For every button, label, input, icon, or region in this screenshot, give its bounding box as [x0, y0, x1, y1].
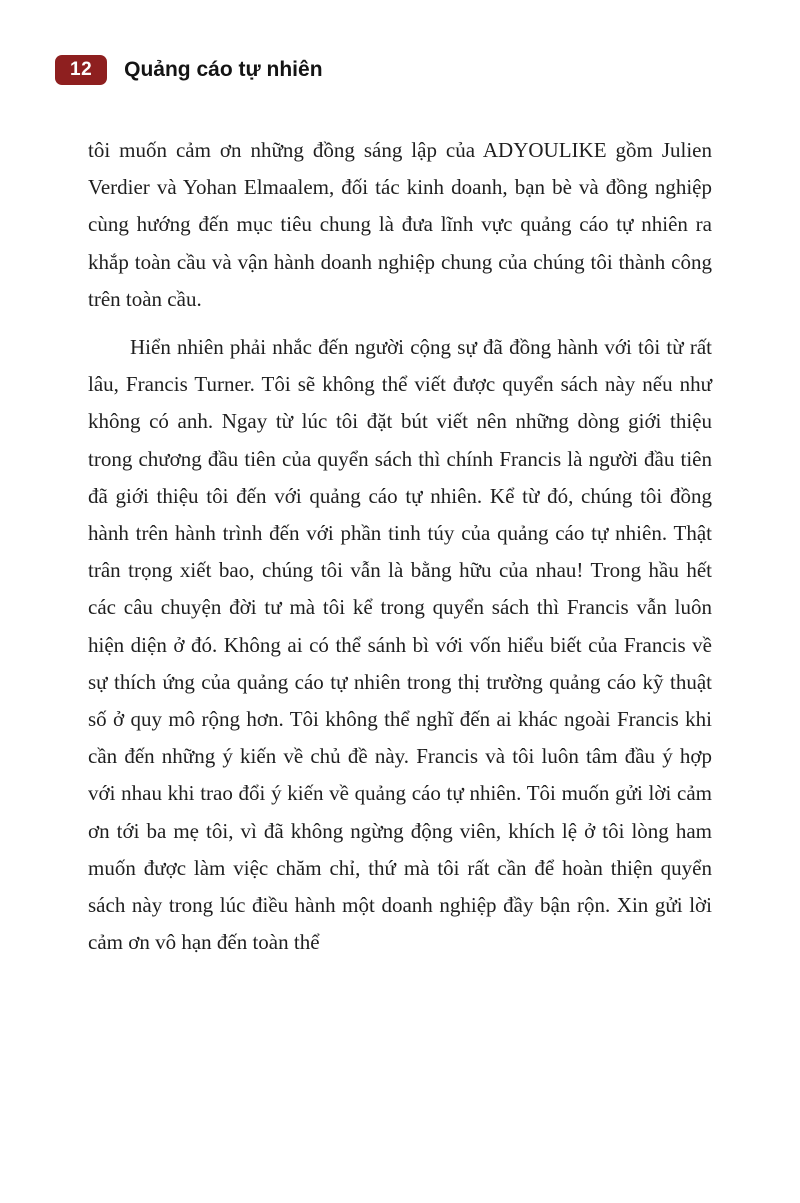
paragraph: Hiển nhiên phải nhắc đến người cộng sự đã đồng hành với tôi từ rất lâu, Francis Turner. Tôi sẽ không thể viết được quyển sách này nếu như không có anh. Ngay từ lúc tôi đặt bút viết nên những dòng giới thiệu trong chương đầu tiên của quyển sách thì chính Francis là người đầu tiên đã giới thiệu tôi đến với quảng cáo tự nhiên. Kể từ đó, chúng tôi đồng hành trên hành trình đến với phần tinh túy của quảng cáo tự nhiên. Thật trân trọng xiết bao, chúng tôi vẫn là bằng hữu của nhau! Trong hầu hết các câu chuyện đời tư mà tôi kể trong quyển sách thì Francis vẫn luôn hiện diện ở đó. Không ai có thể sánh bì với vốn hiểu biết của Francis về sự thích ứng của quảng cáo tự nhiên trong thị trường quảng cáo kỹ thuật số ở quy mô rộng hơn. Tôi không thể nghĩ đến ai khác ngoài Francis khi cần đến những ý kiến về chủ đề này. Francis và tôi luôn tâm đầu ý hợp với nhau khi trao đổi ý kiến về quảng cáo tự nhiên. Tôi muốn gửi lời cảm ơn tới ba mẹ tôi, vì đã không ngừng động viên, khích lệ ở tôi lòng ham muốn được làm việc chăm chỉ, thứ mà tôi rất cần để hoàn thiện quyển sách này trong lúc điều hành một doanh nghiệp đầy bận rộn. Xin gửi lời cảm ơn vô hạn đến toàn thể	[88, 335, 712, 955]
page-number-badge: 12	[55, 55, 107, 85]
book-title: Quảng cáo tự nhiên	[124, 58, 323, 81]
page-content	[88, 132, 712, 961]
paragraph-continuation: tôi muốn cảm ơn những đồng sáng lập của ADYOULIKE gồm Julien Verdier và Yohan Elmaalem, đối tác kinh doanh, bạn bè và đồng nghiệp cùng hướng đến mục tiêu chung là đưa lĩnh vực quảng cáo tự nhiên ra khắp toàn cầu và vận hành doanh nghiệp chung của chúng tôi thành công trên toàn cầu.	[88, 138, 712, 311]
page-header	[0, 0, 800, 85]
